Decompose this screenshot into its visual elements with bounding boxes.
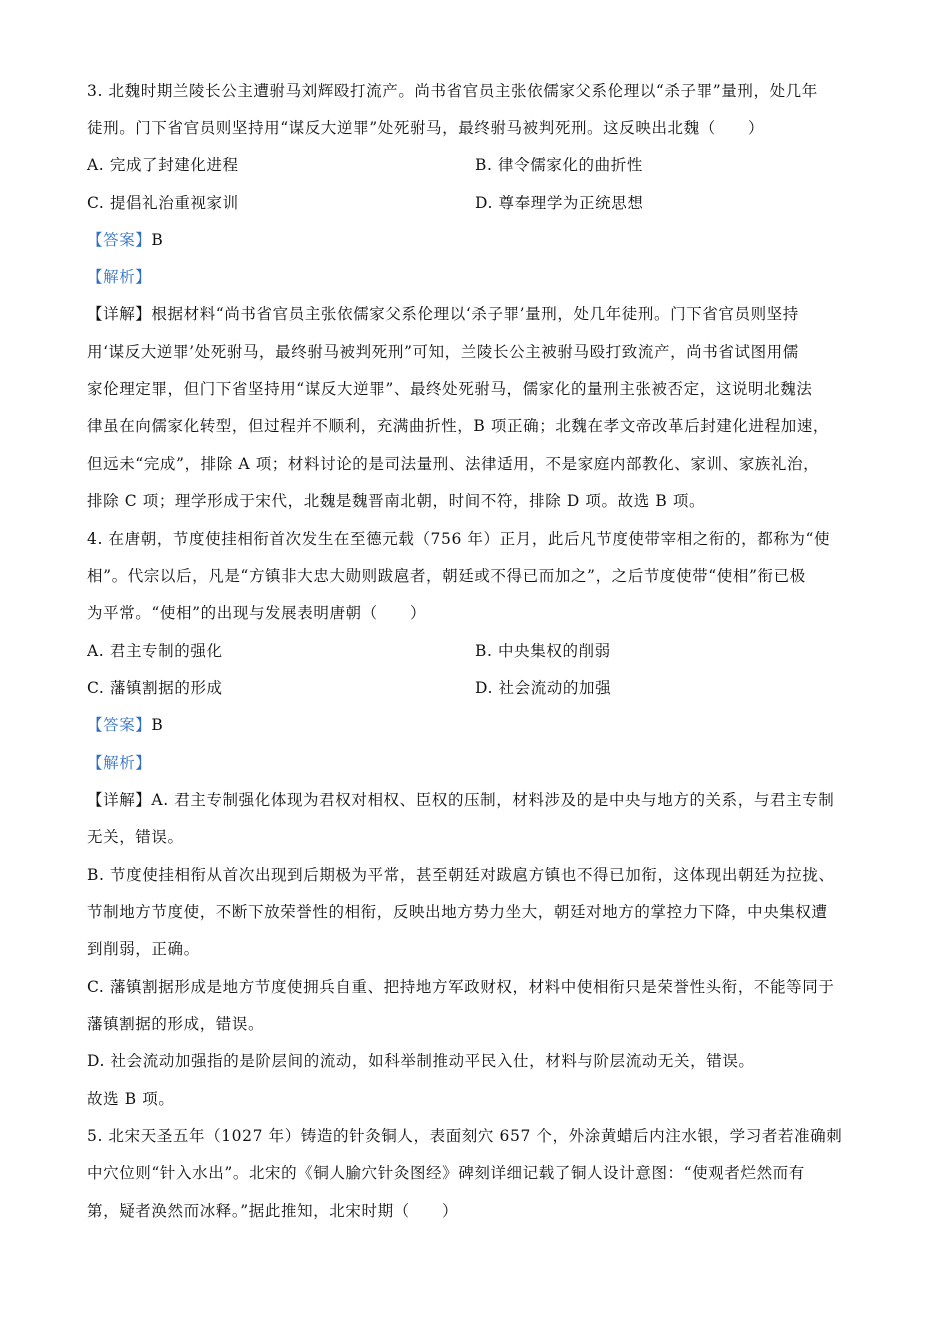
q3-detail-text-1: 根据材料“尚书省官员主张依儒家父系伦理以‘杀子罪’量刑，处几年徒刑。门下省官员则坚持 [151,305,799,323]
q3-detail-tag: 【详解】 [87,305,152,323]
q4-detail-a-line-1 [87,789,877,811]
q5-stem-line-2: 中穴位则“针入水出”。北宋的《铜人腧穴针灸图经》碑刻详细记载了铜人设计意图：“使观者烂然而有 [87,1164,805,1182]
q3-option-d: D. 尊奉理学为正统思想 [475,194,644,212]
q3-stem-line-1: 3. 北魏时期兰陵长公主遭驸马刘辉殴打流产。尚书省官员主张依儒家父系伦理以“杀子罪”量刑，处几年 [87,82,818,100]
q3-stem-line-2: 徒刑。门下省官员则坚持用“谋反大逆罪”处死驸马，最终驸马被判死刑。这反映出北魏（ ） [87,119,765,137]
q3-answer-line [87,229,877,251]
q4-analysis-line [87,752,877,774]
q4-analysis-tag: 【解析】 [87,754,152,772]
q3-detail-line-2: 用‘谋反大逆罪’处死驸马，最终驸马被判死刑”可知，兰陵长公主被驸马殴打致流产，尚书省试图用儒 [87,343,799,361]
q4-detail-tag: 【详解】 [87,791,152,809]
q4-detail-c-line-1: C. 藩镇割据形成是地方节度使拥兵自重、把持地方军政财权，材料中使相衔只是荣誉性头衔，不能等同于 [87,978,835,996]
q4-option-b: B. 中央集权的削弱 [475,642,611,660]
q5-stem-line-1: 5. 北宋天圣五年（1027 年）铸造的针灸铜人，表面刻穴 657 个，外涂黄蜡后内注水银，学习者若准确刺 [87,1127,843,1145]
q4-answer-tag: 【答案】 [87,716,152,734]
q3-analysis-tag: 【解析】 [87,268,152,286]
q4-detail-c-line-2: 藩镇割据的形成，错误。 [87,1015,265,1033]
q4-stem-line-1: 4. 在唐朝，节度使挂相衔首次发生在至德元载（756 年）正月，此后凡节度使带宰相之衔的，都称为“使 [87,530,831,548]
q3-analysis-line [87,266,877,288]
q3-detail-line-4: 律虽在向儒家化转型，但过程并不顺利，充满曲折性，B 项正确；北魏在孝文帝改革后封建化进程加速， [87,417,830,435]
q3-option-b: B. 律令儒家化的曲折性 [475,156,643,174]
q4-detail-a-line-2: 无关，错误。 [87,828,184,846]
q4-option-a: A. 君主专制的强化 [87,642,223,660]
q4-detail-b-line-2: 节制地方节度使，不断下放荣誉性的相衔，反映出地方势力坐大，朝廷对地方的掌控力下降，中央集权遭 [87,903,828,921]
q3-answer-value: B [151,231,164,249]
q4-detail-b-line-3: 到削弱，正确。 [87,940,200,958]
q4-conclusion: 故选 B 项。 [87,1090,175,1108]
q4-detail-a-text-1: A. 君主专制强化体现为君权对相权、臣权的压制，材料涉及的是中央与地方的关系，与君主专制 [151,791,835,809]
q4-stem-line-3: 为平常。“使相”的出现与发展表明唐朝（ ） [87,604,427,622]
q3-answer-tag: 【答案】 [87,231,152,249]
q4-detail-d-line-1: D. 社会流动加强指的是阶层间的流动，如科举制推动平民入仕，材料与阶层流动无关，错误。 [87,1052,755,1070]
q4-option-d: D. 社会流动的加强 [475,679,612,697]
q4-option-c: C. 藩镇割据的形成 [87,679,223,697]
q3-option-a: A. 完成了封建化进程 [87,156,239,174]
q4-detail-b-line-1: B. 节度使挂相衔从首次出现到后期极为平常，甚至朝廷对跋扈方镇也不得已加衔，这体现出朝廷为拉拢、 [87,866,835,884]
q5-stem-line-3: 第，疑者涣然而冰释。”据此推知，北宋时期（ ） [87,1202,459,1220]
q3-detail-line-5: 但远未“完成”，排除 A 项；材料讨论的是司法量刑、法律适用，不是家庭内部教化、家训、家族礼治， [87,455,820,473]
q4-answer-line [87,714,877,736]
q3-detail-line-1 [87,303,877,325]
q4-answer-value: B [151,716,164,734]
q3-option-c: C. 提倡礼治重视家训 [87,194,239,212]
q3-detail-line-3: 家伦理定罪，但门下省坚持用“谋反大逆罪”、最终处死驸马，儒家化的量刑主张被否定，这说明北魏法 [87,380,813,398]
q3-detail-line-6: 排除 C 项；理学形成于宋代，北魏是魏晋南北朝，时间不符，排除 D 项。故选 B 项。 [87,492,706,510]
q4-stem-line-2: 相”。代宗以后，凡是“方镇非大忠大勋则跋扈者，朝廷或不得已而加之”，之后节度使带“使相”衔已极 [87,567,806,585]
